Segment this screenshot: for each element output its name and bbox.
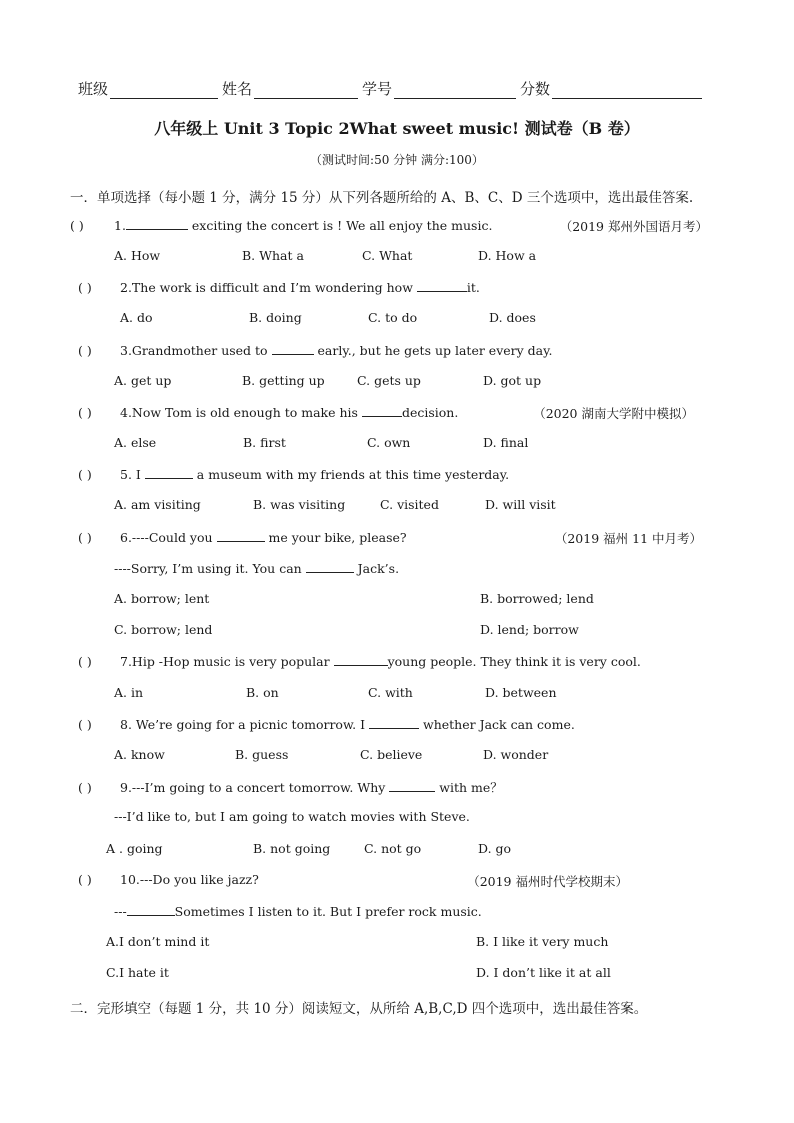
- question-6-reply: [114, 560, 399, 576]
- question-text: ---: [114, 904, 127, 919]
- question-text: whether Jack can come.: [419, 717, 575, 732]
- question-8: [78, 716, 718, 732]
- option-c[interactable]: C. not go: [364, 841, 422, 856]
- option-a[interactable]: A.I don’t mind it: [106, 934, 210, 949]
- answer-paren[interactable]: ( ): [78, 654, 92, 669]
- option-b[interactable]: B. guess: [235, 747, 289, 762]
- option-b[interactable]: B. What a: [242, 248, 304, 263]
- class-label: 班级: [78, 80, 109, 98]
- option-d[interactable]: D. final: [483, 435, 529, 450]
- question-source: （2019 福州时代学校期末）: [467, 874, 628, 889]
- answer-paren[interactable]: ( ): [78, 717, 92, 732]
- blank-line: [369, 716, 419, 729]
- question-10: [78, 872, 630, 887]
- question-text: 8. We’re going for a picnic tomorrow. I: [120, 717, 370, 732]
- question-source: （2019 福州 11 中月考）: [554, 531, 702, 546]
- question-text: ----Sorry, I’m using it. You can: [114, 561, 306, 576]
- question-10-reply: [114, 903, 482, 919]
- option-d[interactable]: D. does: [489, 310, 536, 325]
- score-blank[interactable]: [552, 82, 702, 99]
- blank-line: [127, 903, 175, 916]
- question-text: a museum with my friends at this time yesterday.: [192, 467, 510, 482]
- blank-line: [145, 466, 193, 479]
- question-text: 7.Hip -Hop music is very popular: [120, 654, 334, 669]
- option-d[interactable]: D. How a: [478, 248, 537, 263]
- question-3: [78, 342, 718, 358]
- section2-heading: 二．完形填空（每题 1 分，共 10 分）阅读短文，从所给 A,B,C,D 四个选项中，选出最佳答案。: [70, 1001, 648, 1017]
- question-text: 1.: [114, 218, 126, 233]
- option-a[interactable]: A. know: [114, 747, 165, 762]
- section1-heading: 一．单项选择（每小题 1 分，满分 15 分）从下列各题所给的 A、B、C、D 三个选项中，选出最佳答案.: [70, 190, 694, 206]
- blank-line: [272, 342, 314, 355]
- option-b[interactable]: B. I like it very much: [476, 934, 609, 949]
- option-b[interactable]: B. not going: [253, 841, 331, 856]
- blank-line: [306, 560, 354, 573]
- option-a[interactable]: A. do: [120, 310, 153, 325]
- blank-line: [217, 529, 265, 542]
- question-7: [78, 653, 718, 669]
- option-c[interactable]: C.I hate it: [106, 965, 169, 980]
- name-blank[interactable]: [254, 82, 358, 99]
- question-text: 3.Grandmother used to: [120, 343, 272, 358]
- score-label: 分数: [520, 80, 551, 98]
- question-text: exciting the concert is ! We all enjoy the music.: [187, 218, 493, 233]
- option-a[interactable]: A. in: [114, 685, 144, 700]
- option-b[interactable]: B. borrowed; lend: [480, 591, 594, 606]
- answer-paren[interactable]: ( ): [78, 405, 92, 420]
- question-2: [78, 279, 718, 295]
- exam-info: （测试时间:50 分钟 满分:100）: [310, 153, 484, 167]
- class-blank[interactable]: [110, 82, 218, 99]
- question-source: （2019 郑州外国语月考）: [559, 219, 708, 234]
- option-a[interactable]: A. get up: [114, 373, 172, 388]
- option-c[interactable]: C. borrow; lend: [114, 622, 213, 637]
- question-text: Sometimes I listen to it. But I prefer rock music.: [174, 904, 482, 919]
- page-title: 八年级上 Unit 3 Topic 2What sweet music! 测试卷（B 卷）: [154, 119, 640, 138]
- option-c[interactable]: C. with: [368, 685, 413, 700]
- answer-paren[interactable]: ( ): [78, 530, 92, 545]
- option-c[interactable]: C. What: [362, 248, 413, 263]
- option-c[interactable]: C. own: [367, 435, 411, 450]
- student-id-label: 学号: [362, 80, 393, 98]
- question-6: [78, 529, 704, 545]
- question-5: [78, 466, 718, 482]
- question-source: （2020 湖南大学附中模拟）: [533, 406, 694, 421]
- blank-line: [126, 217, 188, 230]
- option-d[interactable]: D. go: [478, 841, 512, 856]
- question-1: [70, 217, 710, 233]
- answer-paren[interactable]: ( ): [70, 218, 84, 233]
- answer-paren[interactable]: ( ): [78, 872, 92, 887]
- question-text: decision.: [401, 405, 459, 420]
- option-b[interactable]: B. getting up: [242, 373, 325, 388]
- question-text: me your bike, please?: [264, 530, 407, 545]
- question-9: [78, 778, 718, 796]
- question-text: early., but he gets up later every day.: [313, 343, 553, 358]
- option-d[interactable]: D. between: [485, 685, 557, 700]
- answer-paren[interactable]: ( ): [78, 780, 92, 795]
- blank-line: [362, 404, 402, 417]
- blank-line: [334, 653, 388, 666]
- option-a[interactable]: A . going: [106, 841, 163, 856]
- question-text: with me？: [435, 780, 503, 795]
- option-a[interactable]: A. How: [114, 248, 161, 263]
- answer-paren[interactable]: ( ): [78, 467, 92, 482]
- option-c[interactable]: C. visited: [380, 497, 439, 512]
- option-d[interactable]: D. lend; borrow: [480, 622, 579, 637]
- option-d[interactable]: D. wonder: [483, 747, 549, 762]
- blank-line: [389, 779, 435, 792]
- question-text: 4.Now Tom is old enough to make his: [120, 405, 362, 420]
- option-c[interactable]: C. to do: [368, 310, 418, 325]
- question-text: 5. I: [120, 467, 145, 482]
- question-text: it.: [466, 280, 480, 295]
- question-text: young people. They think it is very cool.: [387, 654, 641, 669]
- student-info-line: [78, 78, 718, 99]
- question-4: [78, 404, 696, 420]
- question-text: Jack’s.: [353, 561, 400, 576]
- option-d[interactable]: D. I don’t like it at all: [476, 965, 611, 980]
- question-text: 2.The work is difficult and I’m wondering how: [120, 280, 417, 295]
- question-9-reply: ---I’d like to, but I am going to watch movies with Steve.: [114, 809, 470, 824]
- option-b[interactable]: B. first: [243, 435, 286, 450]
- option-b[interactable]: B. was visiting: [253, 497, 346, 512]
- answer-paren[interactable]: ( ): [78, 280, 92, 295]
- option-d[interactable]: D. got up: [483, 373, 542, 388]
- option-a[interactable]: A. borrow; lent: [114, 591, 210, 606]
- option-b[interactable]: B. on: [246, 685, 279, 700]
- question-text: 9.---I’m going to a concert tomorrow. Why: [120, 780, 390, 795]
- option-a[interactable]: A. else: [114, 435, 157, 450]
- option-c[interactable]: C. gets up: [357, 373, 421, 388]
- blank-line: [417, 279, 467, 292]
- answer-paren[interactable]: ( ): [78, 343, 92, 358]
- option-b[interactable]: B. doing: [249, 310, 302, 325]
- option-c[interactable]: C. believe: [360, 747, 423, 762]
- option-d[interactable]: D. will visit: [485, 497, 556, 512]
- name-label: 姓名: [222, 80, 253, 98]
- option-a[interactable]: A. am visiting: [114, 497, 201, 512]
- question-text: 6.----Could you: [120, 530, 217, 545]
- student-id-blank[interactable]: [394, 82, 516, 99]
- question-text: 10.---Do you like jazz?: [120, 872, 259, 887]
